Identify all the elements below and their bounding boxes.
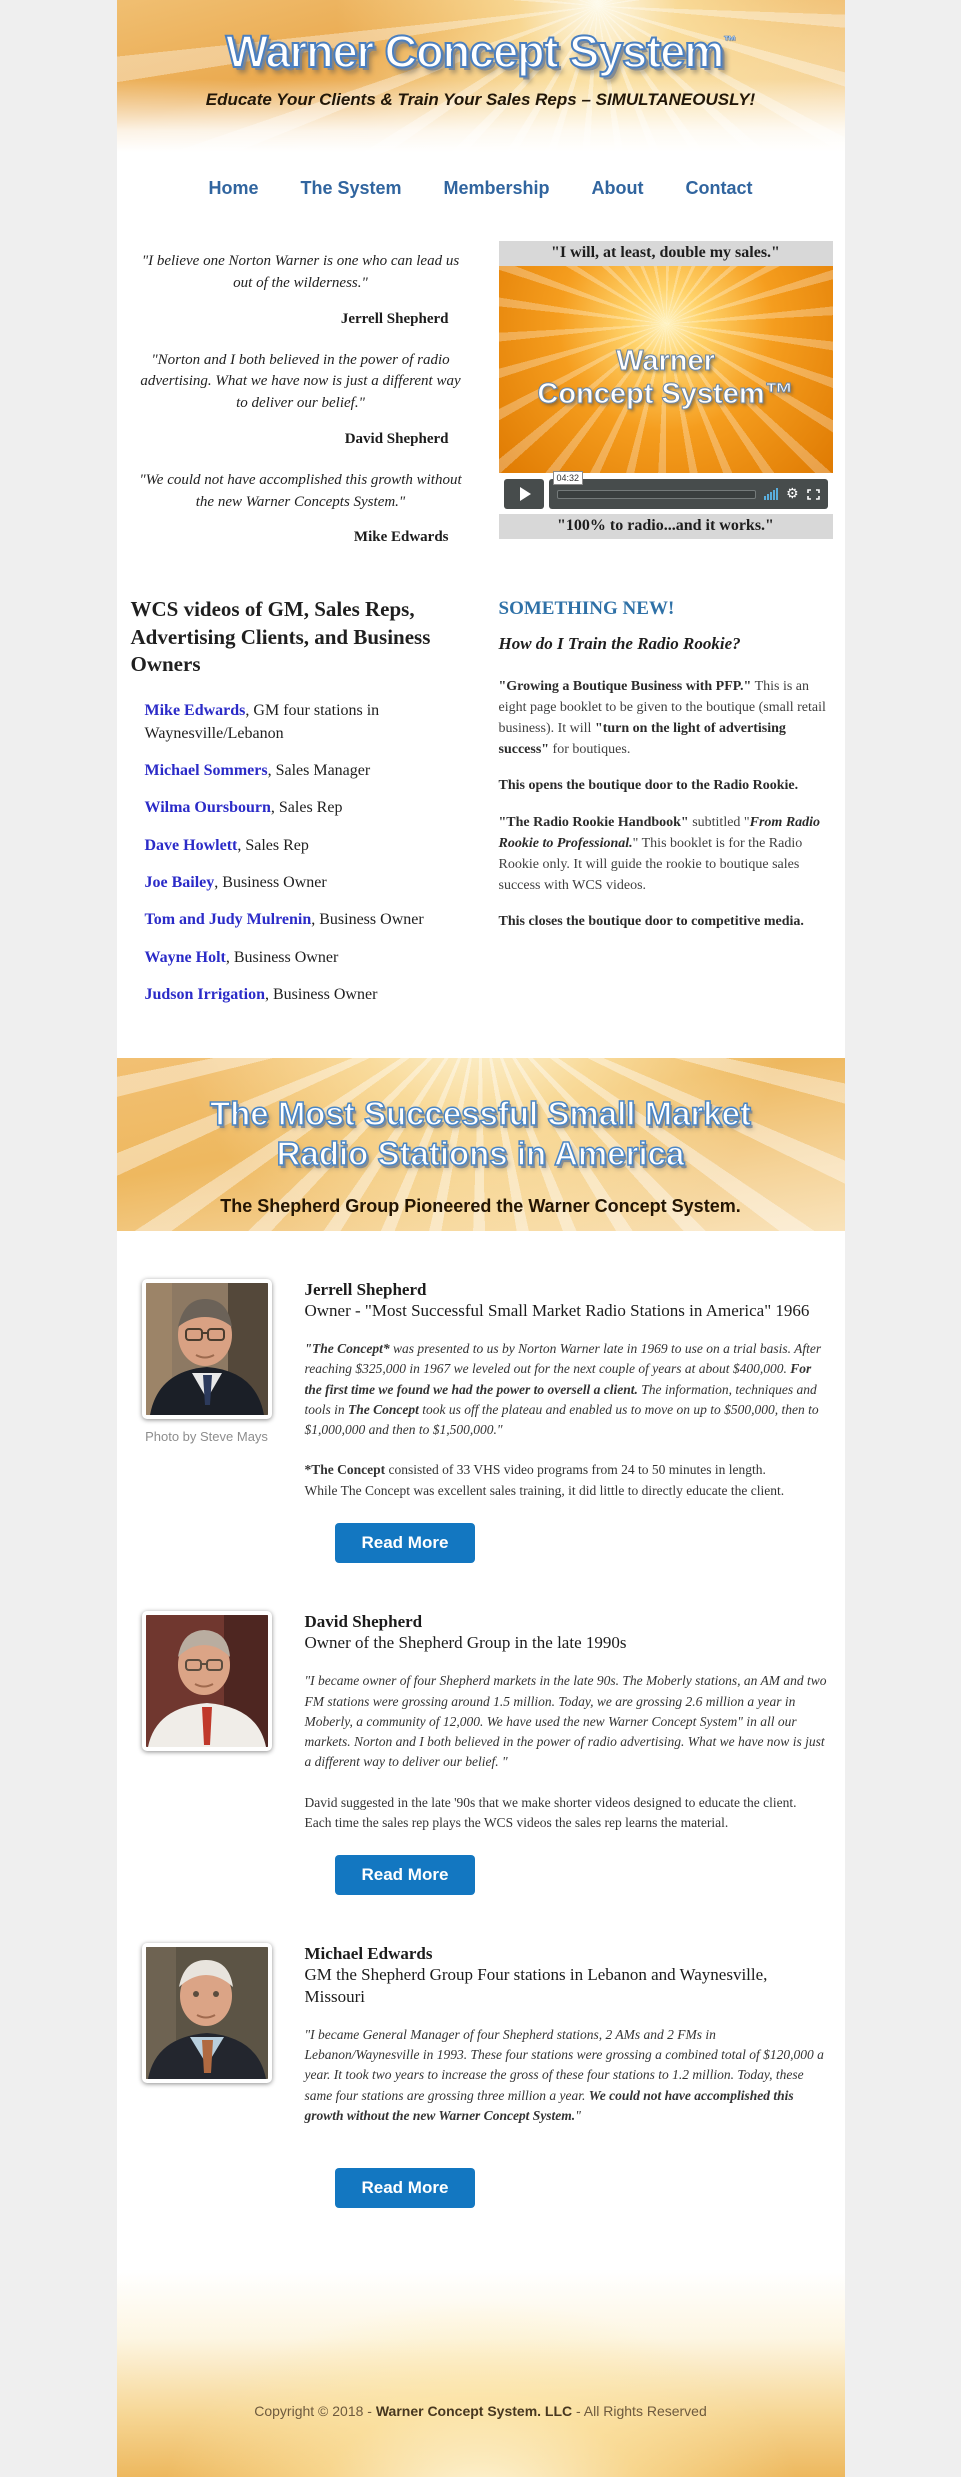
read-more-button[interactable]: Read More [335, 1523, 476, 1563]
body-text: took us off the plateau and enabled us to move on up to $500,000, then to $1,000,000 and then to $1,500,000." [304, 1401, 819, 1438]
nav-item-contact[interactable]: Contact [685, 178, 753, 198]
video-player [499, 241, 833, 568]
bold-italic-text: From Radio Rookie to Professional. [498, 815, 821, 852]
wcs-videos-column [131, 596, 471, 1021]
nav-item-membership[interactable]: Membership [443, 178, 550, 198]
read-more-button[interactable]: Read More [335, 2168, 476, 2208]
testimonial-quote: "Norton and I both believed in the power of radio advertising. What we have now is just a different way to deliver our belief." [140, 351, 461, 411]
wcs-item-desc: , GM four stations in Waynesville/Lebanon [144, 702, 380, 742]
body-text: consisted of 33 VHS video programs from 24 to 50 minutes in length. [385, 1462, 766, 1478]
profile-photo [142, 1943, 272, 2083]
intro-section [117, 241, 845, 568]
wcs-link-tom-judy-mulrenin[interactable]: Tom and Judy Mulrenin [144, 911, 312, 929]
play-icon [520, 487, 531, 501]
wcs-videos-heading: WCS videos of GM, Sales Reps, Advertising Clients, and Business Owners [130, 597, 431, 676]
profile-photo [142, 1611, 272, 1751]
copyright-company: Warner Concept System. LLC [375, 2403, 573, 2420]
profile-text [305, 1943, 831, 2208]
testimonial-quote: "We could not have accomplished this growth without the new Warner Concepts System." [139, 471, 462, 510]
site-logo-text: Warner Concept System [225, 26, 724, 77]
nav-item-about[interactable]: About [591, 178, 644, 198]
profile-photo [142, 1279, 272, 1419]
wcs-video-item [131, 947, 471, 969]
body-text: for boutiques. [549, 742, 631, 758]
profile-david-shepherd [117, 1611, 845, 1895]
wcs-link-joe-bailey[interactable]: Joe Bailey [144, 874, 215, 892]
body-text: subtitled " [688, 815, 750, 831]
wcs-item-desc: , Business Owner [225, 948, 339, 966]
profile-title: Owner of the Shepherd Group in the late 1990s [304, 1633, 627, 1653]
something-new-heading: SOMETHING NEW! [498, 598, 675, 620]
bold-text: For the first time we found we had the power to oversell a client. [304, 1361, 812, 1397]
trademark-symbol: ™ [723, 33, 736, 48]
profile-name: Jerrell Shepherd [304, 1279, 427, 1299]
video-caption-top: "I will, at least, double my sales." [499, 241, 833, 266]
wcs-link-wilma-oursbourn[interactable]: Wilma Oursbourn [144, 799, 271, 817]
wcs-item-desc: , Sales Manager [267, 761, 371, 779]
body-text: " This booklet is for the Radio Rookie only. It will guide the rookie to boutique sales success with WCS videos. [498, 836, 803, 894]
fullscreen-icon[interactable] [807, 489, 820, 500]
video-title-overlay [499, 345, 833, 412]
bold-text: We could not have accomplished this growth without the new Warner Concept System. [304, 2087, 794, 2123]
video-control-bar [549, 473, 828, 509]
hero-banner [117, 1058, 845, 1231]
something-new-paragraph-1 [499, 676, 833, 760]
testimonial-author: David Shepherd [344, 430, 449, 447]
bold-text: "The Radio Rookie Handbook" [498, 815, 689, 831]
body-text: This is an eight page booklet to be given to the boutique (small retail business). It will [498, 679, 826, 737]
wcs-video-item [131, 797, 471, 819]
profile-title: Owner - "Most Successful Small Market Radio Stations in America" 1966 [304, 1300, 810, 1320]
wcs-item-desc: , Sales Rep [270, 799, 343, 817]
volume-icon[interactable] [764, 488, 778, 500]
bold-text: "turn on the light of advertising success" [498, 721, 786, 758]
body-text: While The Concept was excellent sales training, it did little to directly educate the client. [304, 1482, 785, 1498]
testimonial-author: Mike Edwards [353, 529, 449, 546]
profile-note [305, 1793, 831, 1834]
copyright-pre: Copyright © 2018 - [254, 2403, 376, 2420]
profile-title: GM the Shepherd Group Four stations in Lebanon and Waynesville, Missouri [304, 1965, 768, 2006]
banner-title-line2: Radio Stations in America [276, 1134, 685, 1172]
video-time: 04:32 [553, 471, 584, 485]
bold-text: The Concept [348, 1401, 419, 1417]
bold-text: *The Concept [304, 1462, 386, 1478]
testimonial-author: Jerrell Shepherd [340, 310, 449, 327]
something-new-paragraph-4: This closes the boutique door to competitive media. [498, 914, 804, 930]
play-button[interactable] [504, 479, 544, 509]
body-text: "I became General Manager of four Shepherd stations, 2 AMs and 2 FMs in Lebanon/Waynesville in 1993. These four stations were grossing a combined total of $120,000 a year. It took two years to increase the gross of these four stations to 1.2 million. Today, these same four stations are grossing three million a year. [304, 2026, 824, 2103]
site-tagline: Educate Your Clients & Train Your Sales Reps – SIMULTANEOUSLY! [205, 90, 756, 109]
copyright-post: - All Rights Reserved [572, 2403, 707, 2420]
site-header [117, 0, 845, 152]
something-new-column [499, 596, 833, 1021]
wcs-link-mike-edwards[interactable]: Mike Edwards [144, 702, 246, 720]
wcs-video-item [131, 835, 471, 857]
video-screen[interactable] [499, 266, 833, 473]
body-text: David suggested in the late '90s that we make shorter videos designed to educate the client. [304, 1794, 797, 1810]
video-progress-bar[interactable] [557, 490, 756, 499]
body-text: was presented to us by Norton Warner late in 1969 to use on a trial basis. After reaching $325,000 in 1967 we leveled out for the next couple of years at about $400,000. [304, 1341, 822, 1377]
photo-caption: Photo by Steve Mays [145, 1428, 268, 1444]
wcs-video-item [131, 872, 471, 894]
banner-title [117, 1094, 845, 1175]
wcs-item-desc: , Business Owner [311, 911, 424, 929]
video-caption-bottom: "100% to radio...and it works." [499, 514, 833, 539]
body-text: The information, techniques and tools in [304, 1381, 817, 1417]
wcs-video-item [131, 984, 471, 1006]
wcs-link-dave-howlett[interactable]: Dave Howlett [144, 836, 238, 854]
testimonials-column [131, 241, 471, 568]
profile-text [305, 1611, 831, 1895]
body-text: Each time the sales rep plays the WCS videos the sales rep learns the material. [304, 1814, 729, 1830]
wcs-link-judson-irrigation[interactable]: Judson Irrigation [144, 986, 265, 1004]
profile-quote [305, 2025, 831, 2126]
video-title-line1: Warner [616, 344, 715, 377]
video-title-line2: Concept System™ [537, 378, 794, 410]
bold-text: "Growing a Boutique Business with PFP." [498, 679, 752, 695]
gear-icon[interactable]: ⚙ [785, 486, 799, 502]
bold-text: "The Concept* [304, 1341, 390, 1357]
something-new-subheading: How do I Train the Radio Rookie? [498, 634, 741, 654]
video-controls [499, 473, 833, 514]
profile-name: Michael Edwards [304, 1944, 433, 1964]
something-new-paragraph-2: This opens the boutique door to the Radio Rookie. [498, 778, 799, 794]
profile-quote: "I became owner of four Shepherd markets in the late 90s. The Moberly stations, an AM and two FM stations were grossing around 1.5 million. Today, we are grossing 2.6 million a year in Moberly, a community of 12,000. We have used the new Warner Concept System" in all our markets. Norton and I both believed in the power of radio advertising. What we have now is just a different way to deliver our belief. " [304, 1673, 827, 1770]
main-nav [117, 152, 845, 215]
something-new-paragraph-3 [499, 812, 833, 896]
wcs-video-item [131, 700, 471, 745]
copyright-text [254, 2403, 707, 2419]
wcs-item-desc: , Sales Rep [237, 836, 309, 854]
profile-quote [305, 1339, 831, 1440]
profile-note [305, 1460, 831, 1501]
wcs-link-wayne-holt[interactable]: Wayne Holt [144, 948, 226, 966]
page-container [117, 0, 845, 2477]
wcs-video-item [131, 909, 471, 931]
site-footer [117, 2272, 845, 2477]
wcs-link-michael-sommers[interactable]: Michael Sommers [144, 761, 268, 779]
nav-item-home[interactable]: Home [208, 178, 259, 198]
content-section [117, 596, 845, 1021]
wcs-item-desc: , Business Owner [264, 986, 378, 1004]
site-logo [226, 26, 735, 78]
banner-title-line1: The Most Successful Small Market [209, 1094, 751, 1132]
profile-name: David Shepherd [304, 1611, 423, 1631]
testimonial-quote: "I believe one Norton Warner is one who can lead us out of the wilderness." [141, 253, 460, 291]
nav-item-the-system[interactable]: The System [300, 178, 402, 198]
banner-subtitle: The Shepherd Group Pioneered the Warner Concept System. [220, 1196, 741, 1217]
body-text: " [575, 2107, 581, 2123]
read-more-button[interactable]: Read More [335, 1855, 476, 1895]
profile-photo-column [131, 1279, 283, 1563]
profile-text [305, 1279, 831, 1563]
profile-jerrell-shepherd [117, 1279, 845, 1563]
profile-photo-column [131, 1943, 283, 2208]
profile-michael-edwards [117, 1943, 845, 2208]
profile-photo-column [131, 1611, 283, 1895]
wcs-video-item [131, 760, 471, 782]
wcs-item-desc: , Business Owner [214, 874, 327, 892]
